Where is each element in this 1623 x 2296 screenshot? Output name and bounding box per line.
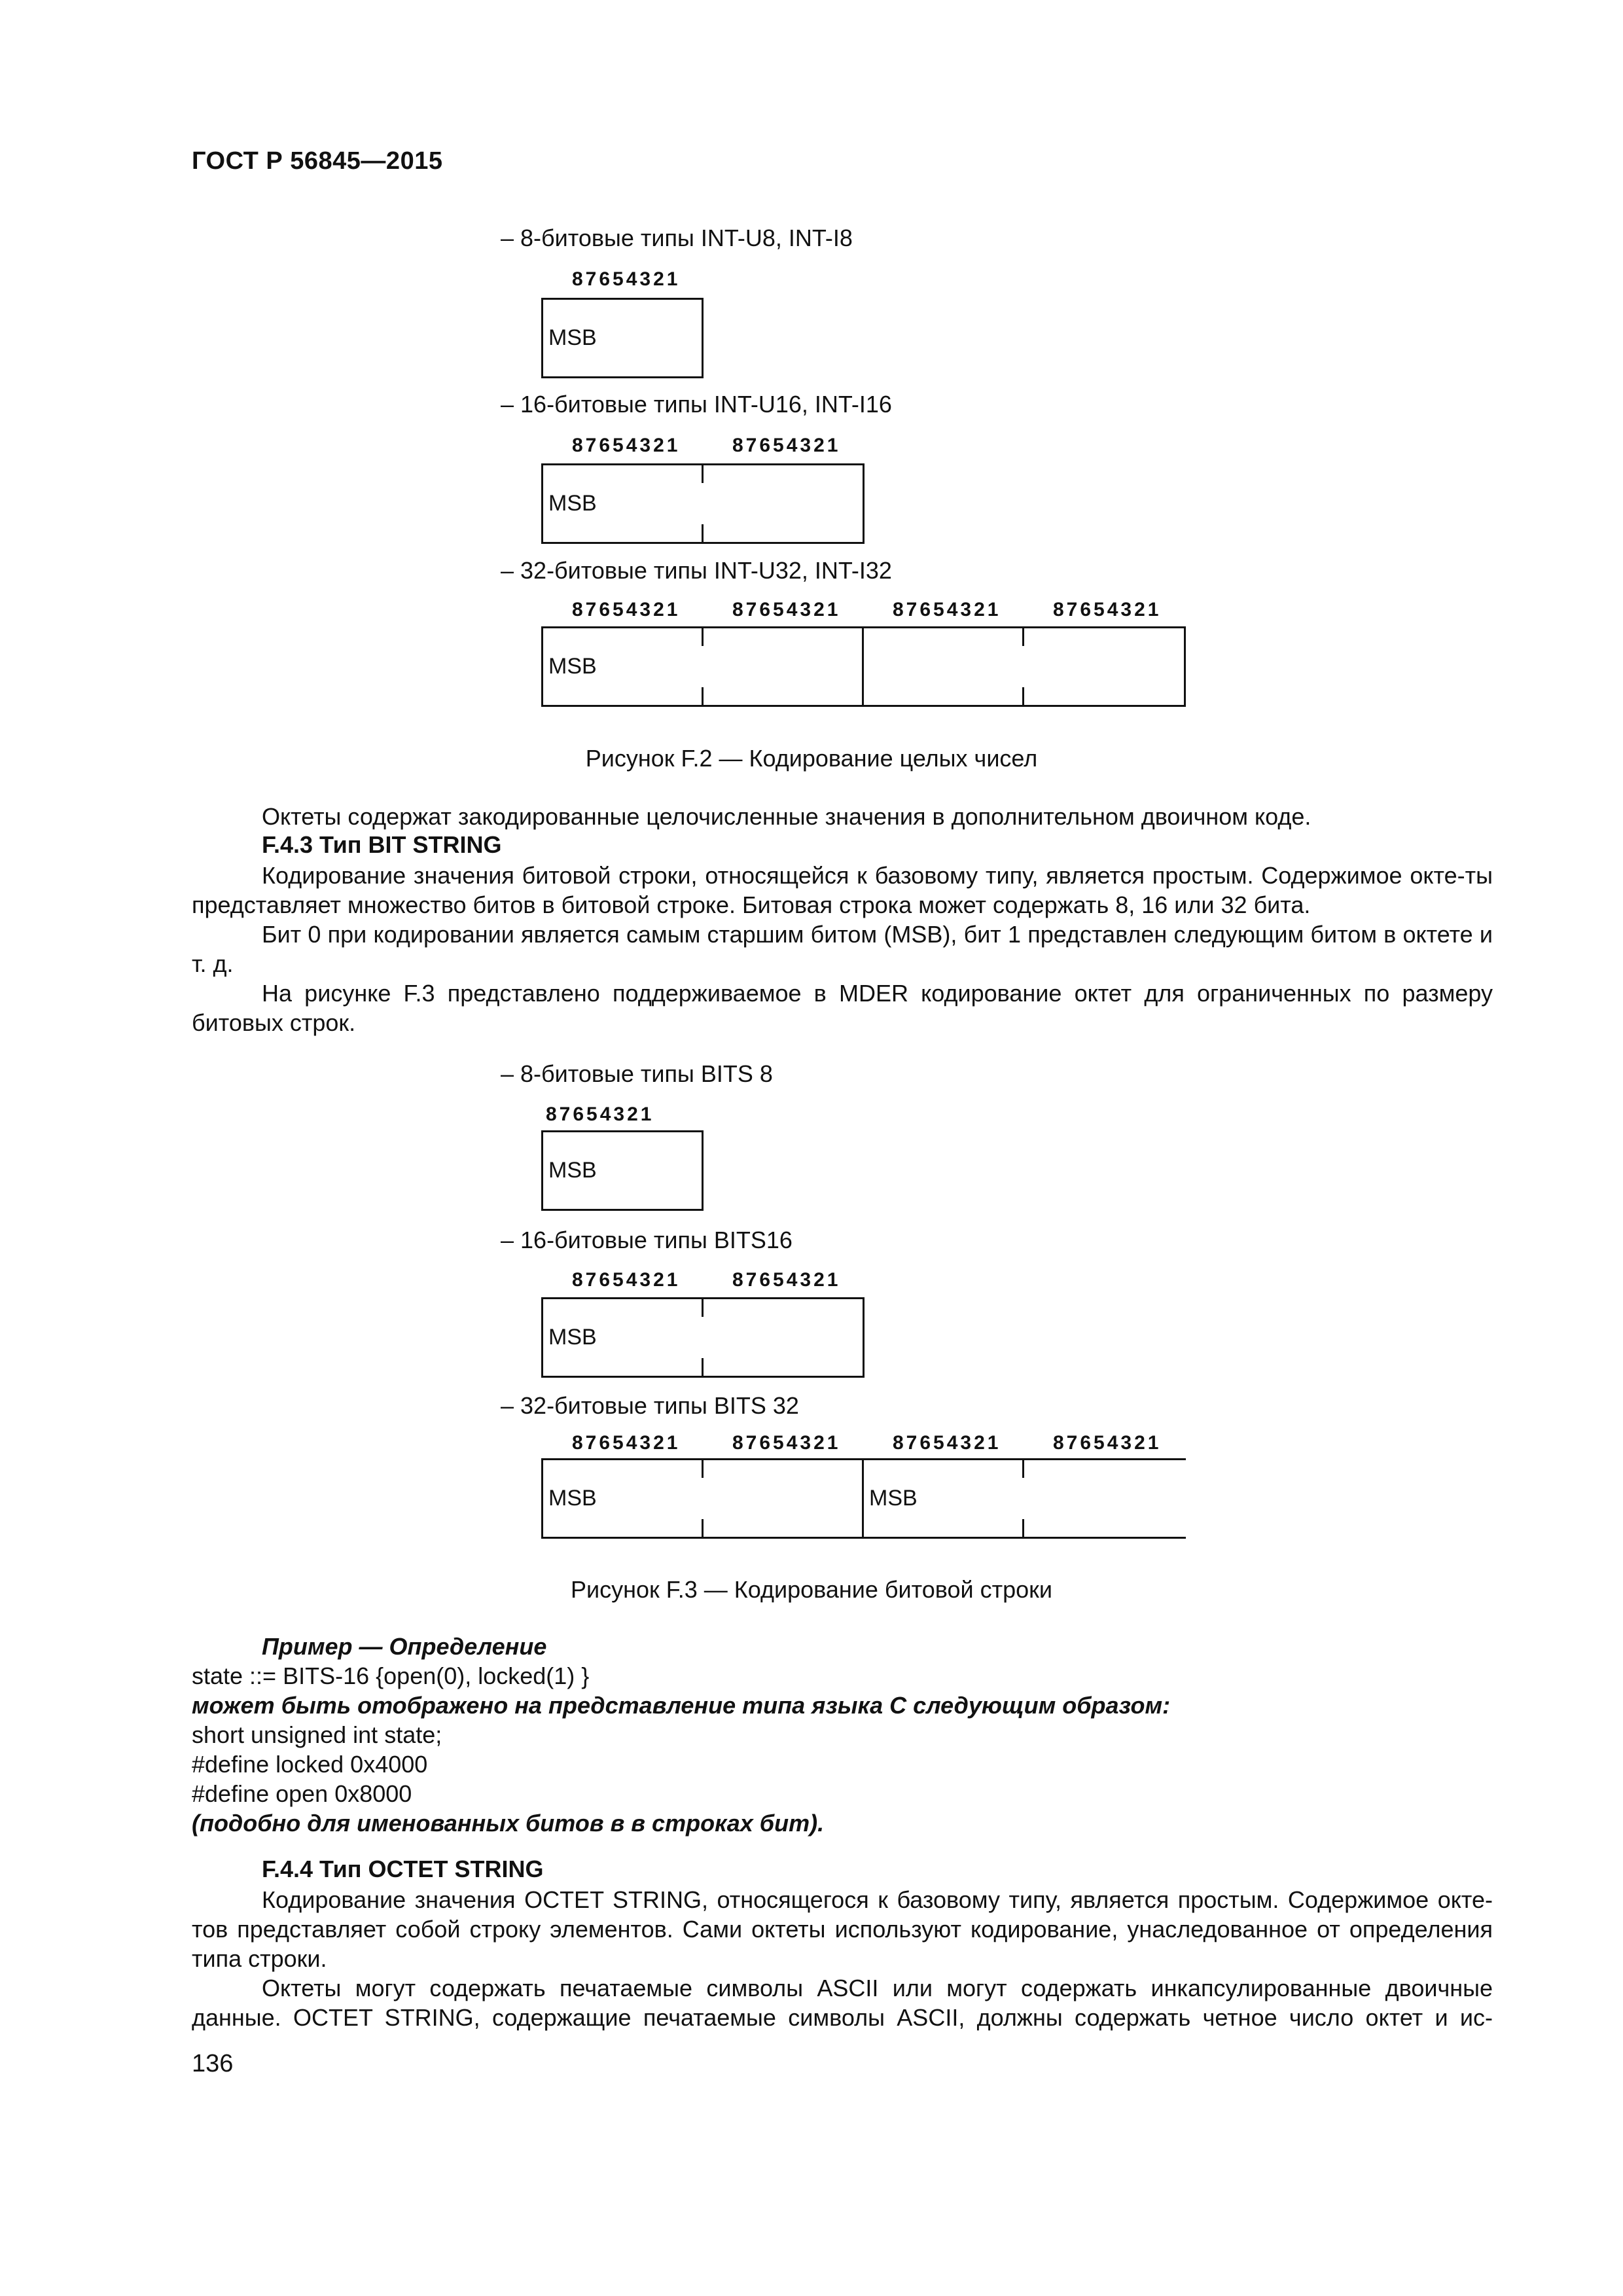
bit-order-label: 87654321 bbox=[893, 1432, 1001, 1454]
msb-label: MSB bbox=[548, 654, 597, 679]
example-note: может быть отображено на представление типа языка С следующим образом: bbox=[192, 1692, 1171, 1719]
bit-order-label: 87654321 bbox=[1053, 1432, 1162, 1454]
msb-label: MSB bbox=[548, 1486, 597, 1511]
octet-divider-full bbox=[862, 1458, 864, 1539]
figure-f2-caption: Рисунок F.2 — Кодирование целых чисел bbox=[585, 745, 1038, 772]
paragraph: Октеты содержат закодированные целочисленные значения в дополнительном двоичном коде. bbox=[262, 803, 1311, 830]
paragraph: Бит 0 при кодировании является самым старшим битом (MSB), бит 1 представлен следующим битом в октете и т. д. bbox=[192, 921, 1493, 977]
bit-order-label: 87654321 bbox=[572, 1432, 681, 1454]
int16-label: – 16-битовые типы INT-U16, INT-I16 bbox=[501, 391, 892, 418]
msb-label: MSB bbox=[548, 491, 597, 516]
bits8-label: – 8-битовые типы BITS 8 bbox=[501, 1060, 773, 1087]
paragraph: На рисунке F.3 представлено поддерживаемое в MDER кодирование октет для ограниченных по размеру битовых строк. bbox=[192, 980, 1493, 1036]
octet-divider-top bbox=[1022, 1458, 1024, 1478]
octet-divider-bottom bbox=[1022, 1519, 1024, 1539]
octet-divider-bottom bbox=[702, 524, 704, 544]
bit-order-label: 87654321 bbox=[572, 435, 681, 456]
bit-order-label: 87654321 bbox=[546, 1103, 654, 1125]
octet-divider-bottom bbox=[1022, 687, 1024, 707]
octet-divider-top bbox=[702, 1458, 704, 1478]
octet-divider-bottom bbox=[702, 687, 704, 707]
msb-label: MSB bbox=[548, 325, 597, 350]
octet-divider-top bbox=[1022, 626, 1024, 646]
bit-order-label: 87654321 bbox=[572, 599, 681, 620]
paragraph: Кодирование значения OCTET STRING, относящегося к базовому типу, является простым. Содержимое окте-тов представляет собой строку элементов. Сами октеты используют кодирование, унаследованное от определения типа строки. bbox=[192, 1886, 1493, 1972]
octet-divider-top bbox=[702, 1297, 704, 1317]
msb-label: MSB bbox=[869, 1486, 918, 1511]
bit-order-label: 87654321 bbox=[893, 599, 1001, 620]
figure-f3-caption: Рисунок F.3 — Кодирование битовой строки bbox=[571, 1576, 1052, 1603]
page-number: 136 bbox=[192, 2050, 234, 2077]
bits32-label: – 32-битовые типы BITS 32 bbox=[501, 1392, 799, 1419]
example-code-line: #define locked 0x4000 bbox=[192, 1751, 428, 1778]
bit-order-label: 87654321 bbox=[732, 435, 841, 456]
bit-order-label: 87654321 bbox=[732, 599, 841, 620]
example-note: (подобно для именованных битов в в строках бит). bbox=[192, 1810, 825, 1837]
octet-divider-bottom bbox=[702, 1358, 704, 1378]
msb-label: MSB bbox=[548, 1158, 597, 1183]
int8-label: – 8-битовые типы INT-U8, INT-I8 bbox=[501, 224, 853, 251]
example-code-line: short unsigned int state; bbox=[192, 1721, 442, 1748]
octet-divider-top bbox=[702, 463, 704, 483]
section-heading-f43: F.4.3 Тип BIT STRING bbox=[262, 831, 502, 858]
octet-divider-bottom bbox=[702, 1519, 704, 1539]
paragraph: Кодирование значения битовой строки, относящейся к базовому типу, является простым. Содержимое окте-ты представляет множество битов в битовой строке. Битовая строка может содержать 8, 16 или 32 бита. bbox=[192, 862, 1493, 918]
example-code-line: state ::= BITS-16 {open(0), locked(1) } bbox=[192, 1662, 590, 1689]
section-heading-f44: F.4.4 Тип OCTET STRING bbox=[262, 1856, 544, 1882]
octet-divider-full bbox=[862, 626, 864, 707]
octet-divider-top bbox=[702, 626, 704, 646]
bits16-label: – 16-битовые типы BITS16 bbox=[501, 1227, 793, 1253]
bit-order-label: 87654321 bbox=[572, 1269, 681, 1291]
msb-label: MSB bbox=[548, 1325, 597, 1350]
example-code-line: #define open 0x8000 bbox=[192, 1780, 412, 1807]
example-title: Пример — Определение bbox=[262, 1633, 547, 1660]
int32-label: – 32-битовые типы INT-U32, INT-I32 bbox=[501, 557, 892, 584]
bit-order-label: 87654321 bbox=[1053, 599, 1162, 620]
bit-order-label: 87654321 bbox=[732, 1432, 841, 1454]
bits32-box-left bbox=[541, 1458, 543, 1539]
paragraph: Октеты могут содержать печатаемые символы ASCII или могут содержать инкапсулированные двоичные данные. OCTET STRING, содержащие печатаемые символы ASCII, должны содержать четное число октет и ис- bbox=[192, 1975, 1493, 2031]
bit-order-label: 87654321 bbox=[572, 268, 681, 290]
standard-header: ГОСТ Р 56845—2015 bbox=[192, 147, 443, 175]
bit-order-label: 87654321 bbox=[732, 1269, 841, 1291]
